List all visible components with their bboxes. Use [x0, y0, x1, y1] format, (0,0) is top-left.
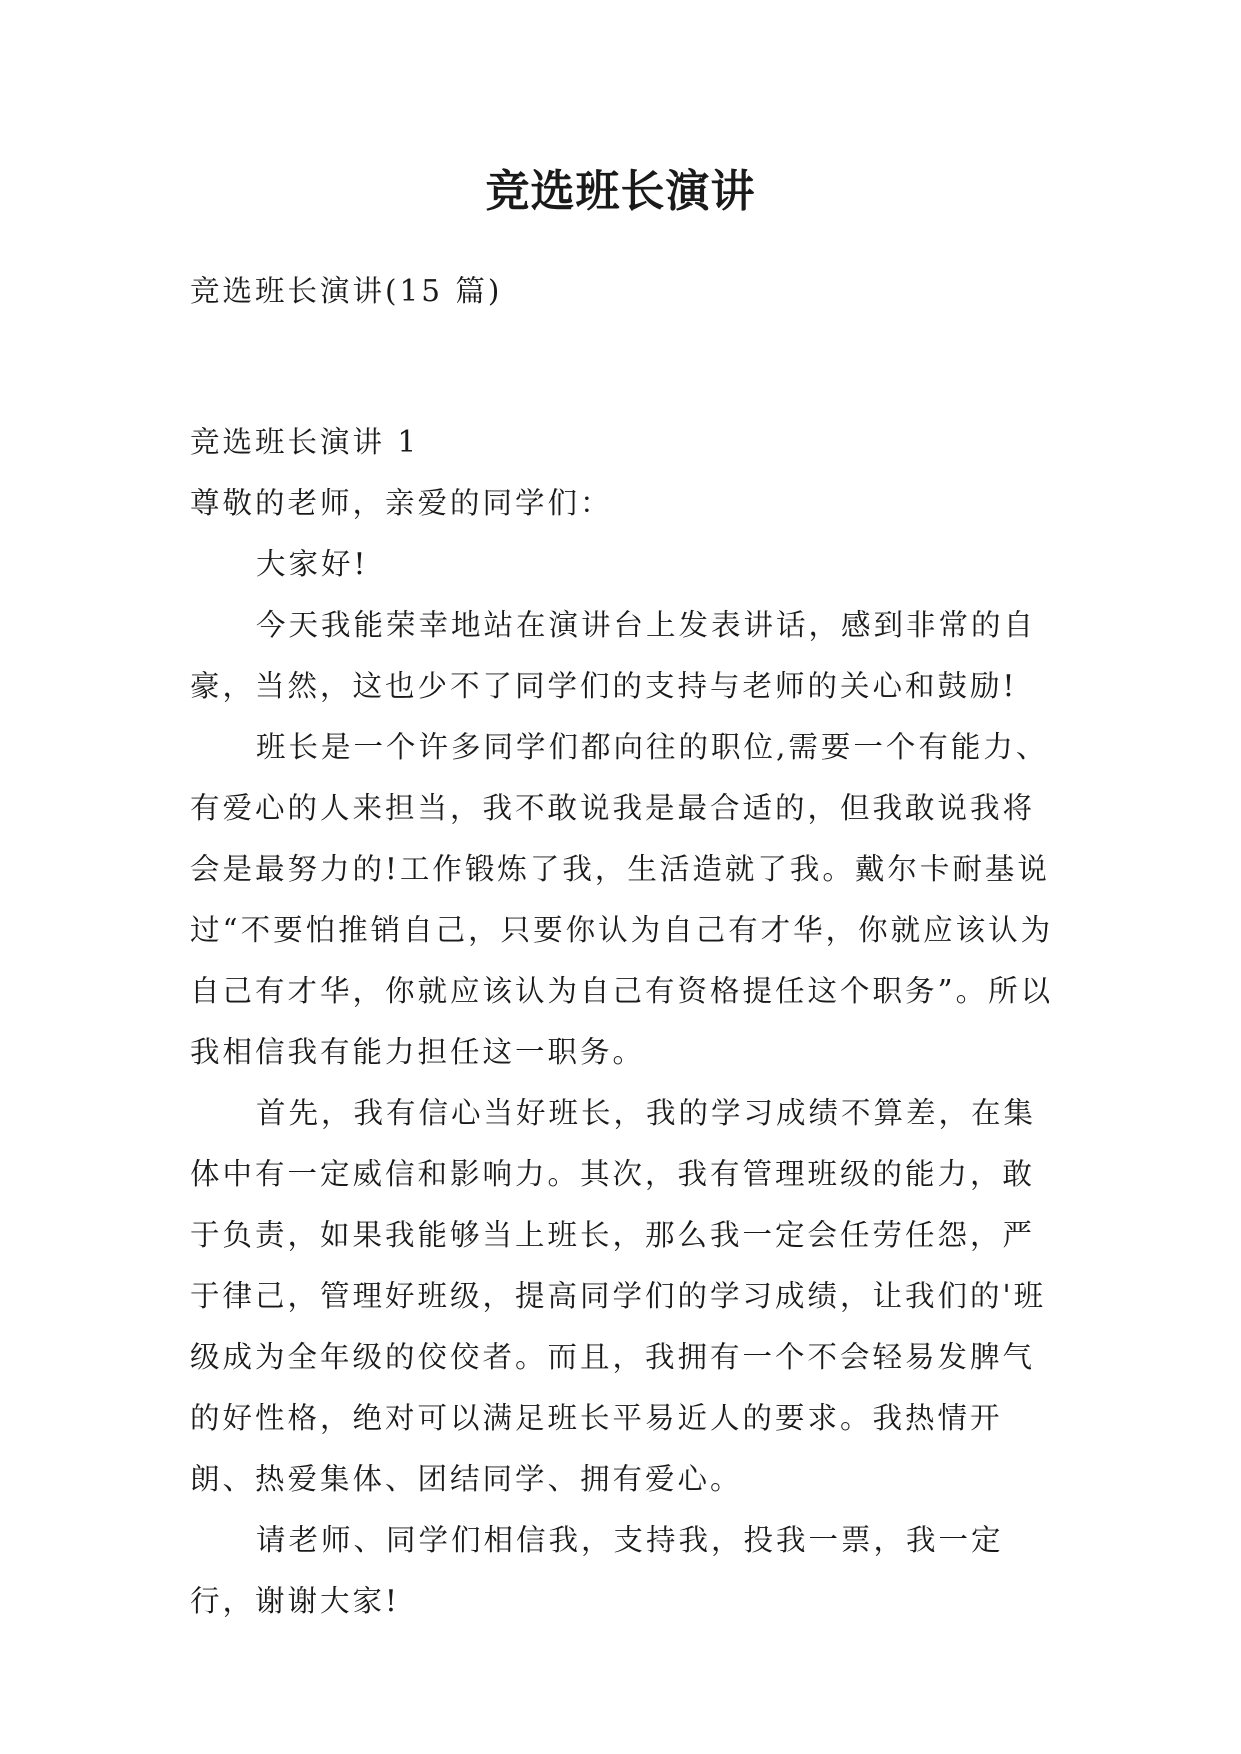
paragraph-role: 班长是一个许多同学们都向往的职位,需要一个有能力、有爱心的人来担当，我不敢说我是最合适的，但我敢说我将会是最努力的!工作锻炼了我，生活造就了我。戴尔卡耐基说过“不要怕推销自己，只要你认为自己有才华，你就应该认为自己有才华，你就应该认为自己有资格提任这个职务”。所以我相信我有能力担任这一职务。 — [190, 730, 1054, 1069]
paragraph-qualifications: 首先，我有信心当好班长，我的学习成绩不算差，在集体中有一定威信和影响力。其次，我有管理班级的能力，敢于负责，如果我能够当上班长，那么我一定会任劳任怨，严于律己，管理好班级，提高同学们的学习成绩，让我们的'班级成为全年级的佼佼者。而且，我拥有一个不会轻易发脾气的好性格，绝对可以满足班长平易近人的要求。我热情开朗、热爱集体、团结同学、拥有爱心。 — [190, 1096, 1047, 1496]
speech-section — [190, 412, 1060, 1632]
section-heading: 竞选班长演讲 1 — [190, 425, 420, 459]
paragraph-intro: 今天我能荣幸地站在演讲台上发表讲话，感到非常的自豪，当然，这也少不了同学们的支持与老师的关心和鼓励! — [190, 608, 1037, 703]
paragraph-closing: 请老师、同学们相信我，支持我，投我一票，我一定行，谢谢大家! — [190, 1523, 1004, 1618]
document-subtitle: 竞选班长演讲(15 篇) — [190, 274, 503, 308]
document-title: 竞选班长演讲 — [485, 166, 756, 217]
salutation: 尊敬的老师，亲爱的同学们： — [190, 486, 613, 520]
paragraph-greeting: 大家好! — [256, 547, 369, 581]
